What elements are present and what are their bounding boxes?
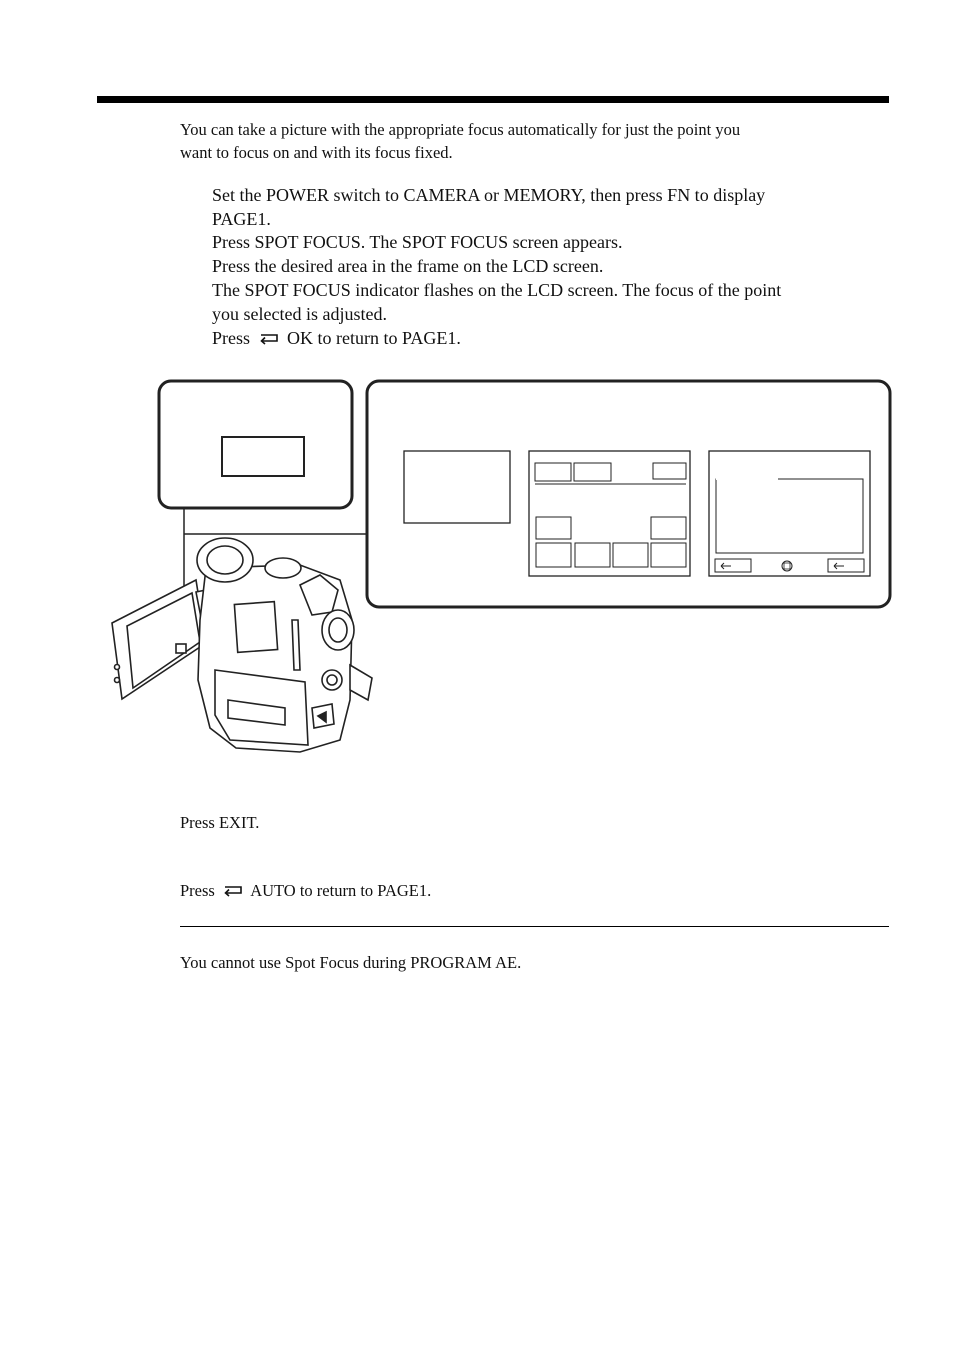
step-3: Press the desired area in the frame on the LCD screen. — [212, 256, 604, 276]
step-5-press: Press — [212, 328, 251, 348]
lcd-screen-spot-focus — [709, 451, 870, 576]
note-text: You cannot use Spot Focus during PROGRAM AE. — [180, 953, 522, 972]
cancel-instruction: Press EXIT. — [180, 813, 260, 832]
step-4-line-1: The SPOT FOCUS indicator flashes on the LCD screen. The focus of the point — [212, 280, 782, 300]
camcorder-body — [112, 538, 372, 752]
intro-line-2: want to focus on and with its focus fixed. — [180, 143, 453, 162]
auto-return-text: AUTO to return to PAGE1. — [250, 881, 432, 900]
step-1-line-2: PAGE1. — [212, 208, 271, 229]
intro-line-1: You can take a picture with the appropriate focus automatically for just the point you — [180, 120, 741, 139]
lcd-screen-1 — [404, 451, 510, 523]
step-4-line-2: you selected is adjusted. — [212, 303, 387, 324]
lcd-screen-page1 — [529, 451, 690, 576]
step-2: Press SPOT FOCUS. The SPOT FOCUS screen appears. — [212, 232, 623, 252]
fn-button-diagram — [222, 437, 304, 476]
auto-press: Press — [180, 881, 215, 900]
return-arrow-icon — [222, 883, 244, 897]
step-1-line-1: Set the POWER switch to CAMERA or MEMORY, then press FN to display — [212, 185, 766, 205]
step-5-ok-text: OK to return to PAGE1. — [287, 328, 461, 348]
note-divider — [180, 926, 889, 927]
auto-instruction — [180, 880, 431, 902]
